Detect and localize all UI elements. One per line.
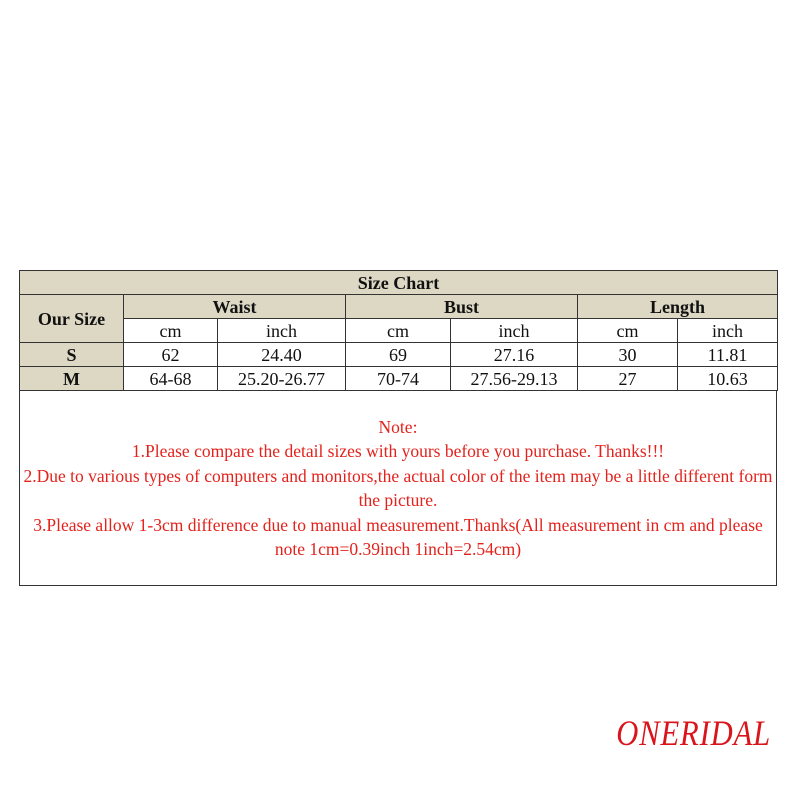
group-header-row <box>20 295 778 319</box>
size-label: S <box>20 343 124 367</box>
table-cell: 62 <box>124 343 218 367</box>
our-size-header: Our Size <box>20 295 124 343</box>
unit-header: inch <box>678 319 778 343</box>
bust-header: Bust <box>346 295 578 319</box>
size-label: M <box>20 367 124 391</box>
table-cell: 27 <box>578 367 678 391</box>
unit-header: cm <box>124 319 218 343</box>
table-cell: 11.81 <box>678 343 778 367</box>
note-box <box>19 391 777 586</box>
unit-header: cm <box>346 319 451 343</box>
table-cell: 10.63 <box>678 367 778 391</box>
table-cell: 30 <box>578 343 678 367</box>
table-cell: 24.40 <box>218 343 346 367</box>
table-cell: 69 <box>346 343 451 367</box>
brand-watermark: ONERIDAL <box>616 713 771 753</box>
unit-header: inch <box>451 319 578 343</box>
size-chart <box>19 270 777 586</box>
table-cell: 25.20-26.77 <box>218 367 346 391</box>
table-cell: 64-68 <box>124 367 218 391</box>
note-line: 2.Due to various types of computers and monitors,the actual color of the item may be a little different form the picture. <box>23 465 773 510</box>
note-line: 1.Please compare the detail sizes with yours before you purchase. Thanks!!! <box>131 441 665 461</box>
note-heading: Note: <box>378 416 418 437</box>
unit-header-row <box>20 319 778 343</box>
waist-header: Waist <box>124 295 346 319</box>
table-title: Size Chart <box>20 271 778 295</box>
table-row <box>20 367 778 391</box>
table-cell: 27.56-29.13 <box>451 367 578 391</box>
table-row <box>20 343 778 367</box>
table-cell: 27.16 <box>451 343 578 367</box>
table-cell: 70-74 <box>346 367 451 391</box>
unit-header: inch <box>218 319 346 343</box>
note-line: 3.Please allow 1-3cm difference due to manual measurement.Thanks(All measurement in cm and please note 1cm=0.39inch 1inch=2.54cm) <box>33 514 763 559</box>
length-header: Length <box>578 295 778 319</box>
unit-header: cm <box>578 319 678 343</box>
title-row <box>20 271 778 295</box>
size-table <box>19 270 778 391</box>
